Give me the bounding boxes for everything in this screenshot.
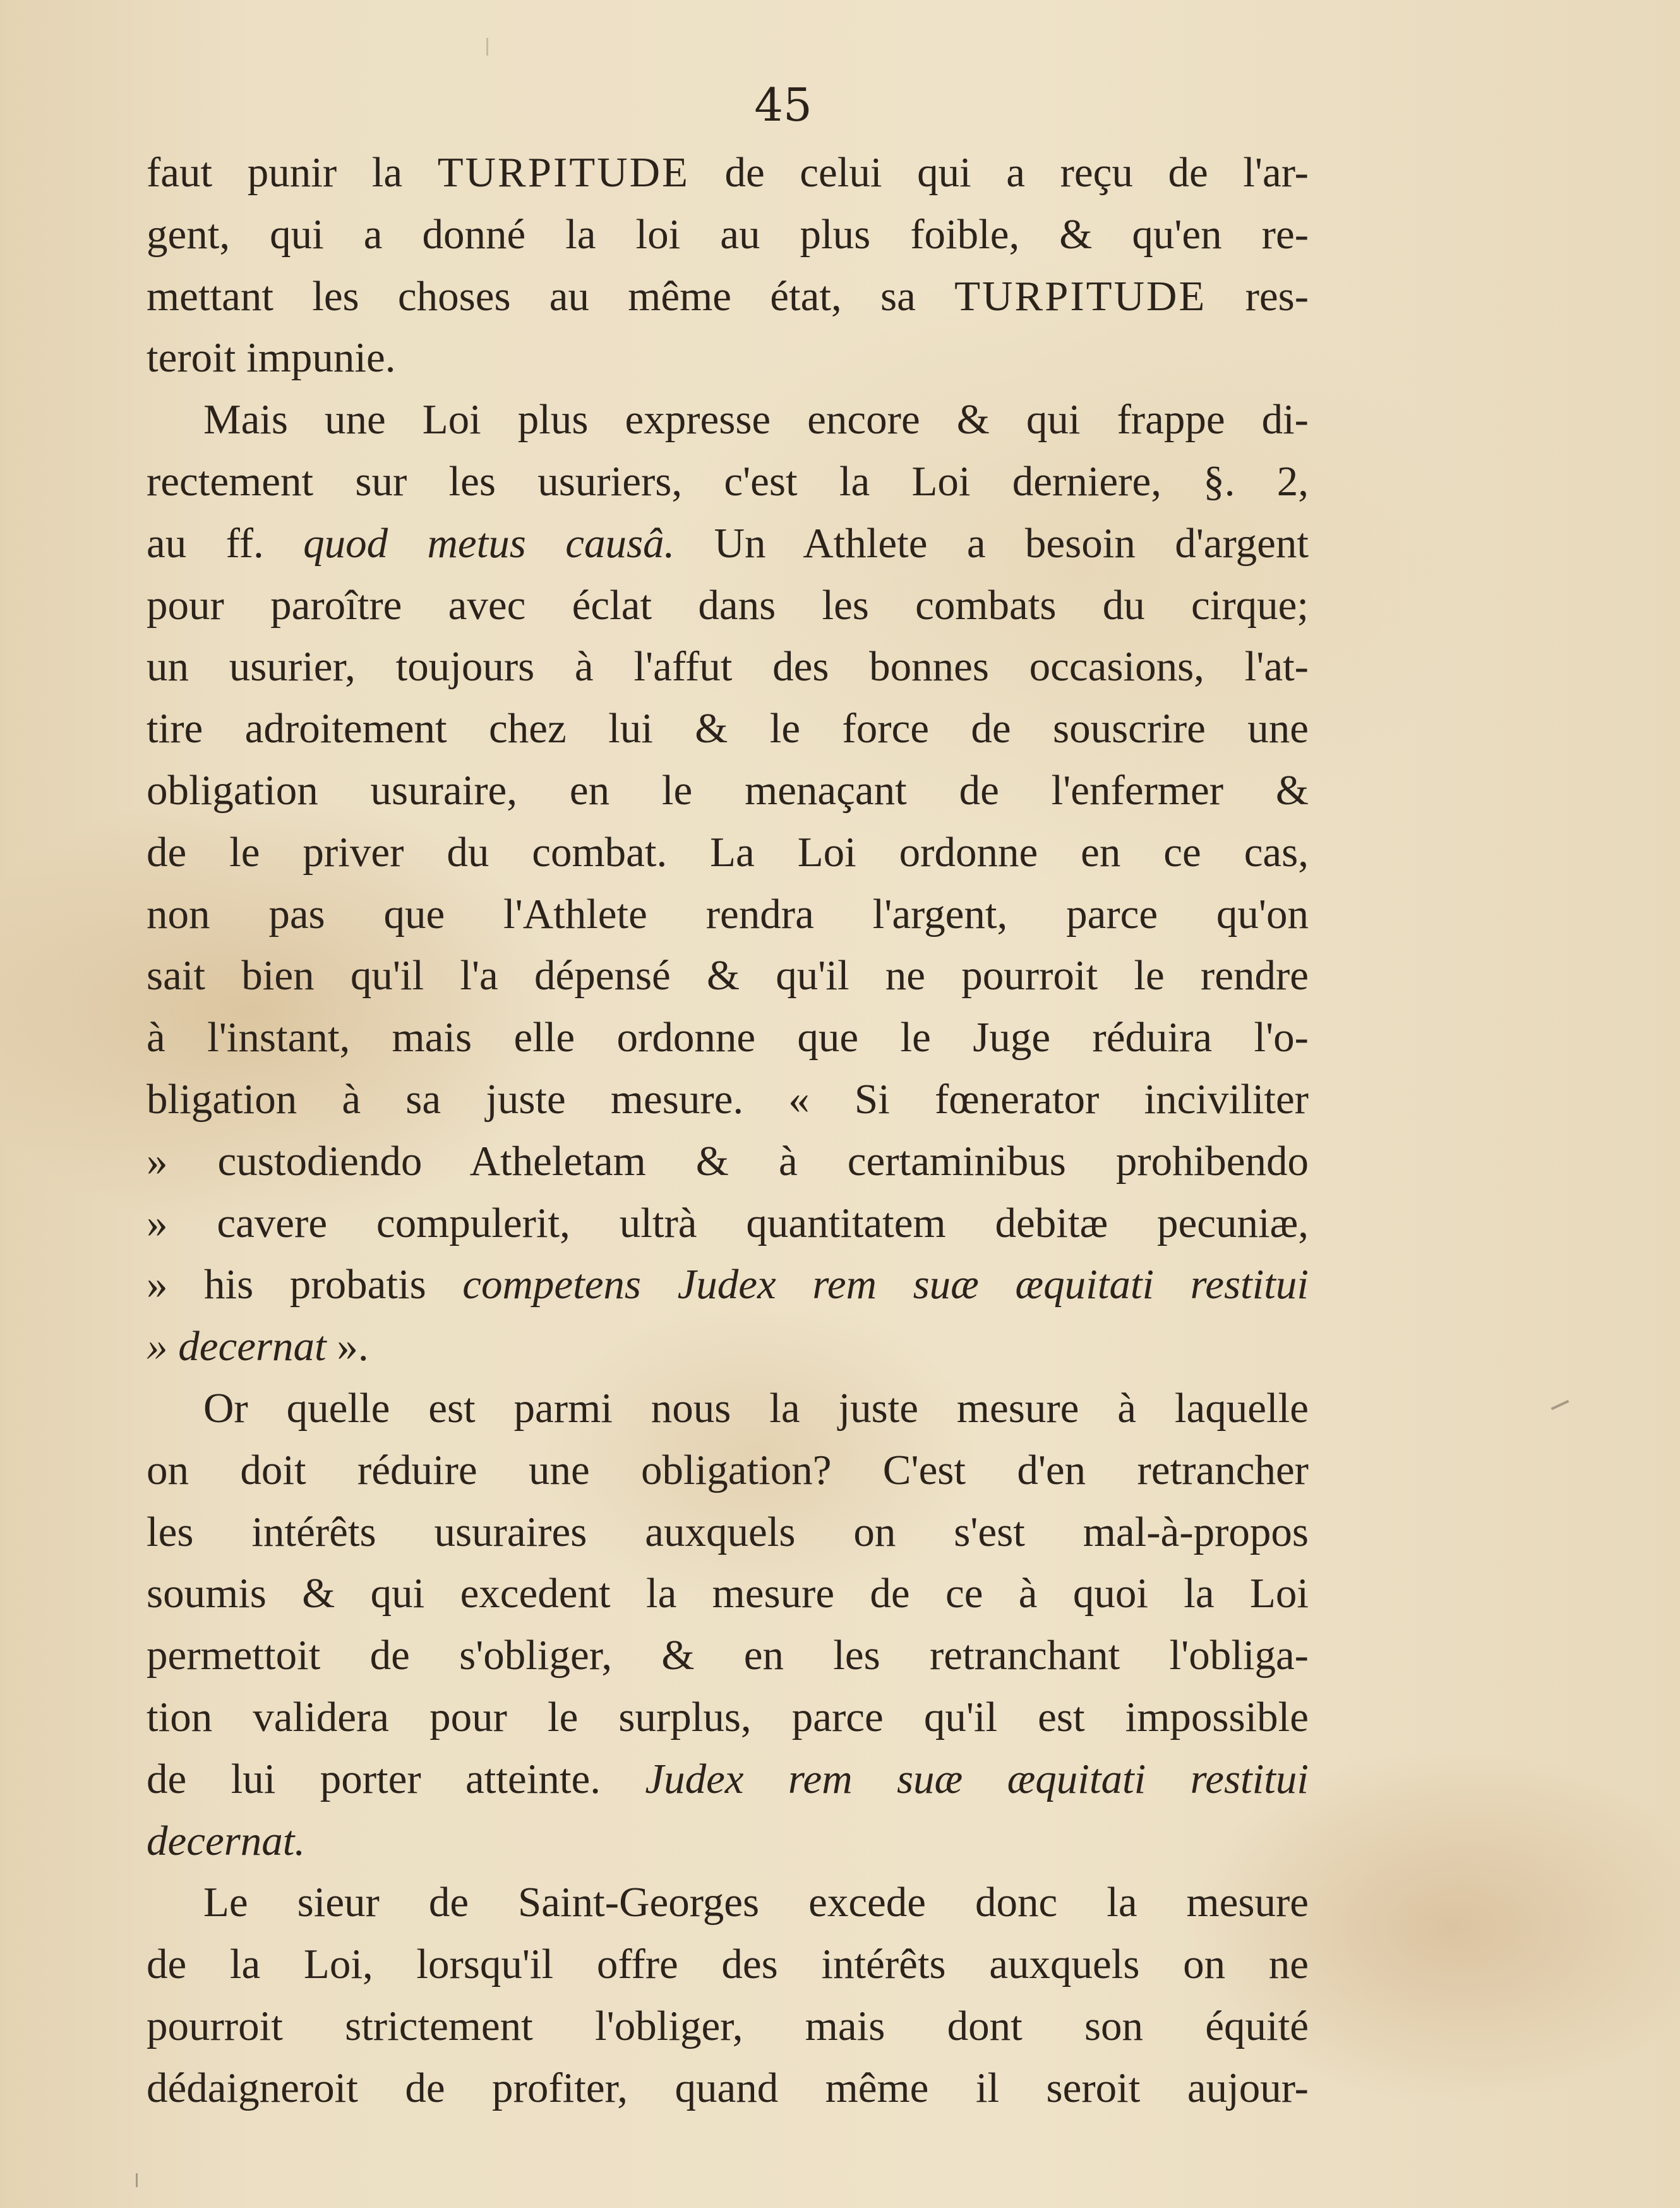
body-text — [147, 142, 1309, 2120]
text-line: à l'instant, mais elle ordonne que le Juge réduira l'o- — [147, 1014, 1309, 1061]
latin-quote-line: » custodiendo Atheletam & à certaminibus prohibendo — [147, 1137, 1309, 1185]
text-line: soumis & qui excedent la mesure de ce à quoi la Loi — [147, 1570, 1309, 1617]
text-line: de le priver du combat. La Loi ordonne en ce cas, — [147, 828, 1309, 876]
latin-quote-line: » his probatis competens Judex rem suæ æquitati restitui — [147, 1261, 1309, 1308]
text-line: non pas que l'Athlete rendra l'argent, parce qu'on — [147, 890, 1309, 938]
text-line: faut punir la TURPITUDE de celui qui a reçu de l'ar- — [147, 149, 1309, 196]
text-line: mettant les choses au même état, sa TURPITUDE res- — [147, 272, 1309, 320]
text-line: gent, qui a donné la loi au plus foible, & qu'en re- — [147, 210, 1309, 258]
paragraph-end-line: » decernat ». — [147, 1323, 369, 1370]
text-line: sait bien qu'il l'a dépensé & qu'il ne pourroit le rendre — [147, 952, 1309, 999]
paper-speck — [1551, 1400, 1569, 1410]
text-line: bligation à sa juste mesure. « Si fœnerator inciviliter — [147, 1075, 1309, 1123]
paragraph-start-line: Mais une Loi plus expresse encore & qui frappe di- — [203, 396, 1309, 443]
paragraph-start-line: Or quelle est parmi nous la juste mesure à laquelle — [203, 1384, 1309, 1432]
text-line: obligation usuraire, en le menaçant de l'enfermer & — [147, 766, 1309, 814]
text-line: de la Loi, lorsqu'il offre des intérêts auxquels on ne — [147, 1941, 1309, 1988]
text-line: un usurier, toujours à l'affut des bonnes occasions, l'at- — [147, 643, 1309, 691]
text-line: tion validera pour le surplus, parce qu'il est impossible — [147, 1693, 1309, 1740]
text-line: les intérêts usuraires auxquels on s'est mal-à-propos — [147, 1508, 1309, 1555]
text-line: tire adroitement chez lui & le force de souscrire une — [147, 705, 1309, 752]
paper-speck — [486, 38, 488, 56]
text-line: pourroit strictement l'obliger, mais dont son équité — [147, 2002, 1309, 2049]
paper-speck — [136, 2173, 138, 2187]
paragraph-end-line: teroit impunie. — [147, 334, 396, 382]
text-line: permettoit de s'obliger, & en les retranchant l'obliga- — [147, 1632, 1309, 1679]
text-line: au ff. quod metus causâ. Un Athlete a besoin d'argent — [147, 519, 1309, 567]
text-line: de lui porter atteinte. Judex rem suæ æquitati restitui — [147, 1755, 1309, 1802]
latin-quote-line: » cavere compulerit, ultrà quantitatem debitæ pecuniæ, — [147, 1199, 1309, 1246]
text-line: pour paroître avec éclat dans les combats du cirque; — [147, 581, 1309, 629]
text-line: dédaigneroit de profiter, quand même il seroit aujour- — [147, 2064, 1309, 2111]
text-line: rectement sur les usuriers, c'est la Loi derniere, §. 2, — [147, 457, 1309, 505]
paragraph-end-line: decernat. — [147, 1817, 306, 1864]
text-line: on doit réduire une obligation? C'est d'en retrancher — [147, 1446, 1309, 1493]
paragraph-start-line: Le sieur de Saint-Georges excede donc la mesure — [203, 1879, 1309, 1926]
page-number: 45 — [754, 78, 812, 131]
